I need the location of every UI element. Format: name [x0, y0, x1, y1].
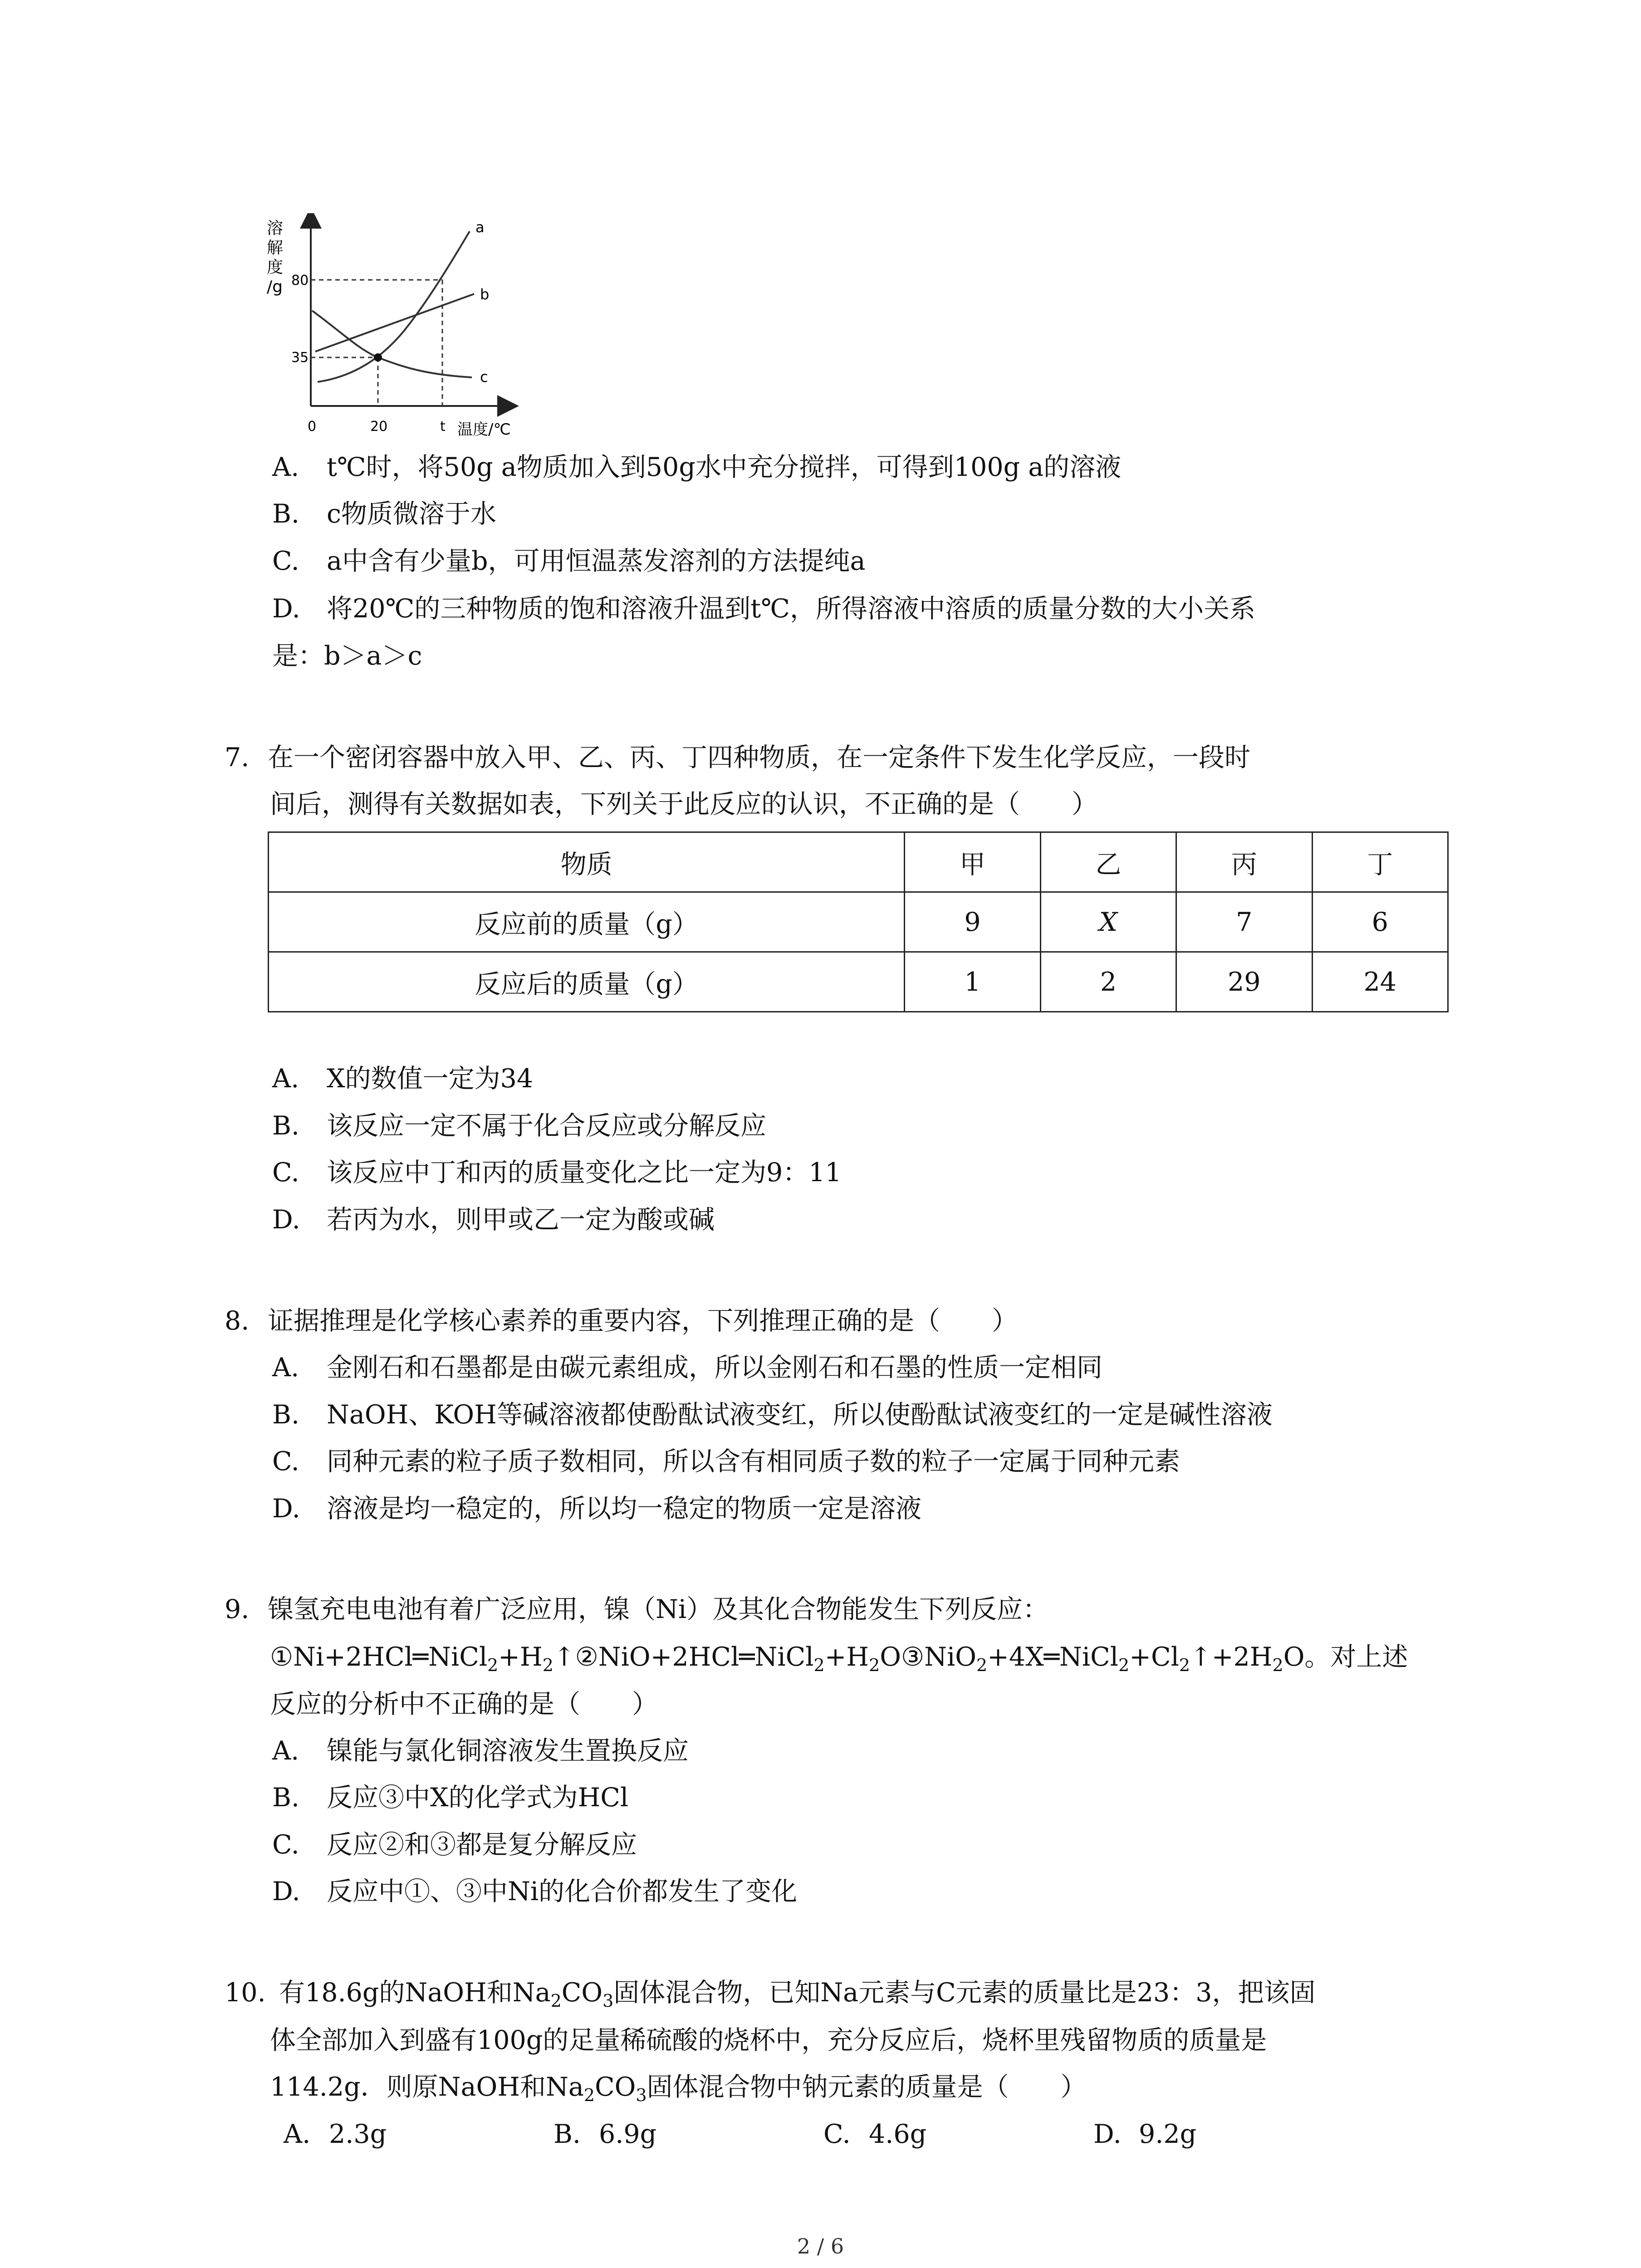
q9-stem-line1	[225, 1591, 1048, 1628]
curve-a	[318, 231, 470, 382]
q8-stem	[225, 1303, 1018, 1339]
option-text: 2.3g	[329, 2119, 387, 2149]
eq-subscript: 2	[869, 1655, 880, 1675]
question-text: 在一个密闭容器中放入甲、乙、丙、丁四种物质，在一定条件下发生化学反应，一段时	[268, 743, 1250, 772]
option-text: 9.2g	[1139, 2119, 1197, 2149]
formula-subscript: 3	[636, 2085, 647, 2105]
curve-label-c: c	[480, 368, 488, 386]
table-cell: 6	[1312, 892, 1448, 952]
option-text: 是：b＞a＞c	[272, 641, 422, 671]
option-label: B.	[272, 1400, 300, 1430]
option-label: B.	[272, 499, 300, 529]
option-label: A.	[272, 1064, 299, 1094]
q10-option-b[interactable]	[554, 2116, 656, 2152]
option-text: 若丙为水，则甲或乙一定为酸或碱	[327, 1205, 715, 1235]
q9-option-a[interactable]	[272, 1733, 689, 1769]
question-text: 固体混合物，已知Na元素与C元素的质量比是23：3，把该固	[613, 1978, 1316, 2008]
q9-option-b[interactable]	[272, 1779, 628, 1816]
option-text: 该反应一定不属于化合反应或分解反应	[327, 1111, 766, 1141]
eq-subscript: 2	[487, 1655, 499, 1675]
q8-option-b[interactable]	[272, 1397, 1273, 1433]
eq-part: ↑②NiO+2HCl═NiCl	[553, 1642, 814, 1672]
eq-subscript: 2	[976, 1655, 988, 1675]
question-text: 镍氢充电电池有着广泛应用，镍（Ni）及其化合物能发生下列反应：	[268, 1594, 1049, 1624]
formula-subscript: 2	[583, 2085, 595, 2105]
curve-label-a: a	[475, 219, 485, 236]
solubility-chart	[263, 213, 544, 449]
table-cell: 物质	[269, 832, 905, 892]
option-label: D.	[272, 1877, 300, 1906]
table-cell: 丙	[1176, 832, 1312, 892]
q10-option-a[interactable]	[284, 2116, 387, 2152]
eq-part: +H	[824, 1642, 869, 1672]
q6-option-d[interactable]	[272, 591, 1255, 627]
x-tick-0: 0	[308, 419, 317, 435]
eq-subscript: 2	[1118, 1655, 1130, 1675]
table-cell: 乙	[1040, 832, 1176, 892]
option-label: C.	[823, 2119, 851, 2149]
q10-stem-line2: 体全部加入到盛有100g的足量稀硫酸的烧杯中，充分反应后，烧杯里残留物质的质量是	[270, 2025, 1267, 2055]
option-label: A.	[272, 1736, 299, 1766]
q9-stem-line3: 反应的分析中不正确的是（ ）	[270, 1689, 658, 1719]
option-text: 将20℃的三种物质的饱和溶液升温到t℃，所得溶液中溶质的质量分数的大小关系	[327, 594, 1255, 624]
eq-part: O。对上述	[1283, 1642, 1408, 1672]
y-tick-80: 80	[291, 273, 309, 288]
option-label: C.	[272, 1158, 299, 1188]
table-cell: 7	[1176, 892, 1312, 952]
q8-option-a[interactable]	[272, 1349, 1102, 1386]
option-text: 镍能与氯化铜溶液发生置换反应	[327, 1736, 689, 1766]
eq-part: +Cl	[1129, 1642, 1179, 1672]
q7-stem-line2: 间后，测得有关数据如表，下列关于此反应的认识，不正确的是（ ）	[270, 789, 1097, 819]
table-cell: 1	[905, 952, 1040, 1012]
option-text: 金刚石和石墨都是由碳元素组成，所以金刚石和石墨的性质一定相同	[327, 1353, 1102, 1383]
q9-option-d[interactable]	[272, 1873, 797, 1910]
x-label: 温度/℃	[457, 420, 511, 439]
q8-option-c[interactable]	[272, 1443, 1180, 1480]
q8-option-d[interactable]	[272, 1491, 921, 1527]
eq-subscript: 2	[813, 1655, 825, 1675]
option-text: t℃时，将50g a物质加入到50g水中充分搅拌，可得到100g a的溶液	[327, 452, 1122, 482]
option-text: a中含有少量b，可用恒温蒸发溶剂的方法提纯a	[327, 546, 866, 576]
option-text: NaOH、KOH等碱溶液都使酚酞试液变红，所以使酚酞试液变红的一定是碱性溶液	[327, 1400, 1273, 1430]
option-text: c物质微溶于水	[327, 499, 496, 529]
q7-stem-line1	[225, 739, 1250, 776]
eq-part: +4X═NiCl	[987, 1642, 1119, 1672]
question-text: 114.2g．则原NaOH和Na	[270, 2072, 584, 2102]
question-number: 10.	[225, 1978, 266, 2008]
y-tick-35: 35	[291, 350, 309, 366]
curve-b	[315, 294, 474, 352]
question-text: CO	[595, 2072, 636, 2102]
q10-stem-line3	[270, 2069, 1087, 2113]
table-row	[269, 892, 1448, 952]
ylabel-char-3: 度	[267, 258, 284, 277]
eq-part: O③NiO	[880, 1642, 976, 1672]
option-label: D.	[272, 1205, 300, 1235]
question-number: 8.	[225, 1306, 250, 1336]
option-label: D.	[272, 594, 300, 624]
option-label: A.	[272, 1353, 299, 1383]
q6-option-d-continued	[272, 638, 422, 674]
option-label: D.	[272, 1494, 300, 1524]
formula-subscript: 3	[603, 1991, 614, 2011]
option-text: X的数值一定为34	[327, 1064, 534, 1094]
option-text: 6.9g	[599, 2119, 657, 2149]
x-tick-t: t	[440, 419, 446, 435]
table-cell: 丁	[1312, 832, 1448, 892]
formula-subscript: 2	[550, 1991, 562, 2011]
eq-part: +H	[498, 1642, 543, 1672]
q7-option-a[interactable]	[272, 1061, 533, 1097]
option-label: B.	[272, 1111, 300, 1141]
option-label: C.	[272, 1447, 299, 1476]
ylabel-char-1: 溶	[267, 219, 284, 238]
eq-subscript: 2	[542, 1655, 554, 1675]
eq-part: ①Ni+2HCl═NiCl	[270, 1642, 488, 1672]
question-text: CO	[561, 1978, 603, 2008]
option-label: A.	[272, 452, 299, 482]
eq-subscript: 2	[1179, 1655, 1190, 1675]
option-text: 4.6g	[869, 2119, 927, 2149]
option-text: 该反应中丁和丙的质量变化之比一定为9：11	[327, 1158, 842, 1188]
q7-data-table	[268, 831, 1449, 1012]
question-number: 7.	[225, 743, 250, 772]
option-text: 溶液是均一稳定的，所以均一稳定的物质一定是溶液	[327, 1494, 921, 1524]
option-label: D.	[1093, 2119, 1122, 2149]
intersection-point	[374, 353, 382, 362]
option-label: B.	[272, 1783, 300, 1813]
ylabel-char-2: 解	[267, 239, 284, 257]
table-cell: 2	[1040, 952, 1176, 1012]
option-label: A.	[284, 2119, 311, 2149]
q6-option-c[interactable]	[272, 543, 865, 579]
option-text: 反应②和③都是复分解反应	[327, 1830, 637, 1860]
table-row	[269, 952, 1448, 1012]
table-cell: 9	[905, 892, 1040, 952]
q10-option-c[interactable]	[823, 2116, 926, 2152]
option-text: 反应③中X的化学式为HCl	[327, 1783, 629, 1813]
q7-option-c[interactable]	[272, 1154, 842, 1191]
option-label: B.	[554, 2119, 581, 2149]
question-number: 9.	[225, 1594, 250, 1624]
q7-option-b[interactable]	[272, 1108, 766, 1144]
eq-part: ↑+2H	[1190, 1642, 1273, 1672]
table-cell: 29	[1176, 952, 1312, 1012]
x-tick-20: 20	[370, 419, 388, 435]
table-cell: 24	[1312, 952, 1448, 1012]
ylabel-char-4: /g	[267, 278, 283, 296]
table-cell: 反应前的质量（g）	[269, 892, 905, 952]
option-label: C.	[272, 1830, 299, 1860]
question-text: 有18.6g的NaOH和Na	[279, 1978, 551, 2008]
q6-option-b[interactable]	[272, 496, 496, 532]
question-text: 固体混合物中钠元素的质量是（ ）	[647, 2072, 1087, 2102]
question-text: 证据推理是化学核心素养的重要内容，下列推理正确的是（ ）	[268, 1306, 1018, 1336]
table-cell: 反应后的质量（g）	[269, 952, 905, 1012]
option-text: 反应中①、③中Ni的化合价都发生了变化	[327, 1877, 798, 1906]
table-cell: 甲	[905, 832, 1040, 892]
curve-label-b: b	[480, 286, 490, 303]
option-text: 同种元素的粒子质子数相同，所以含有相同质子数的粒子一定属于同种元素	[327, 1447, 1180, 1476]
q6-option-a[interactable]	[272, 449, 1121, 485]
q10-stem-line1	[225, 1975, 1316, 2019]
q7-option-d[interactable]	[272, 1202, 715, 1238]
eq-subscript: 2	[1272, 1655, 1283, 1675]
option-label: C.	[272, 546, 299, 576]
q9-equations	[270, 1639, 1408, 1683]
table-cell: X	[1040, 892, 1176, 952]
q9-option-c[interactable]	[272, 1827, 637, 1863]
table-header-row	[269, 832, 1448, 892]
q10-option-d[interactable]	[1093, 2116, 1196, 2152]
page-number: 2 / 6	[797, 2234, 844, 2258]
